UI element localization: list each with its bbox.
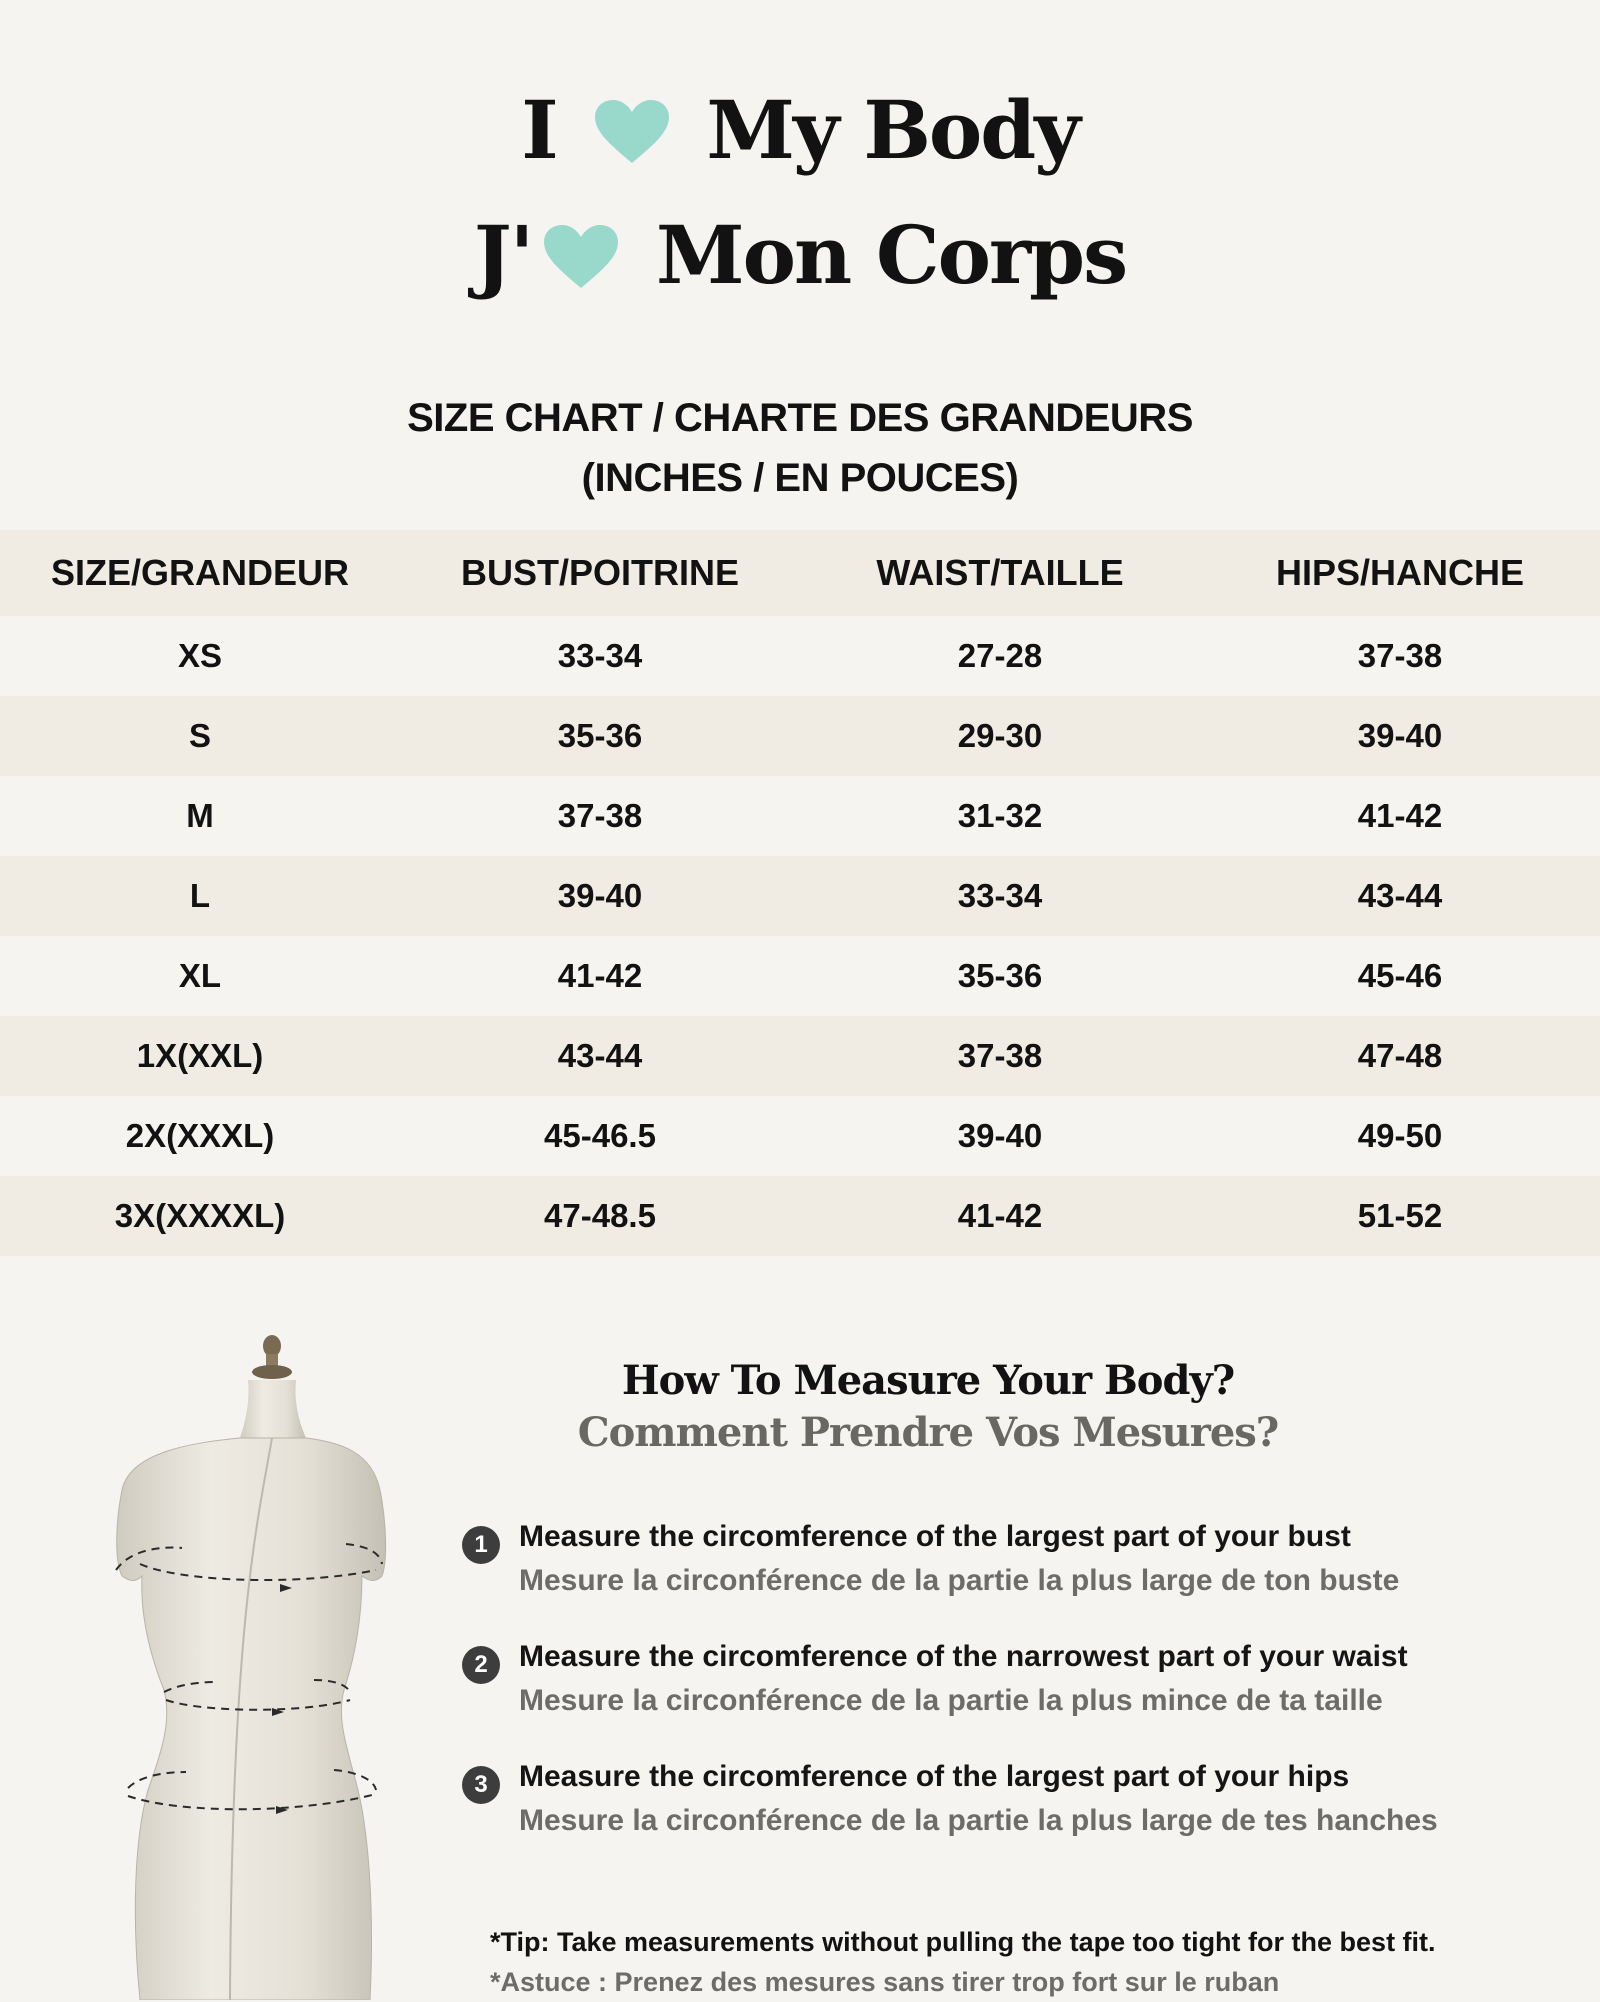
measure-step <box>462 1520 1562 1640</box>
cell-bust: 45-46.5 <box>544 1117 656 1154</box>
cell-size: S <box>188 717 211 754</box>
column-header-size: SIZE/GRANDEUR <box>0 530 400 616</box>
brand-title-fr <box>0 208 1600 302</box>
tip-fr: *Astuce : Prenez des mesures sans tirer trop fort sur le ruban <box>490 1967 1280 1997</box>
cell-bust: 37-38 <box>557 797 643 834</box>
cell-bust: 33-34 <box>557 637 643 674</box>
table-row <box>0 776 1600 856</box>
table-header-row <box>0 530 1600 616</box>
mannequin-torso <box>117 1438 386 2000</box>
step-text-fr: Mesure la circonférence de la partie la plus large de ton buste <box>519 1564 1400 1597</box>
brand-j: J' <box>473 208 533 302</box>
table-row <box>0 696 1600 776</box>
measure-steps <box>462 1520 1562 1880</box>
cell-bust: 43-44 <box>557 1037 643 1074</box>
cell-waist: 31-32 <box>957 797 1043 834</box>
cell-size: 2X(XXXL) <box>125 1117 275 1154</box>
table-row <box>0 856 1600 936</box>
brand-mon-corps: Mon Corps <box>656 208 1127 302</box>
tip-en: *Tip: Take measurements without pulling the tape too tight for the best fit. <box>490 1927 1436 1957</box>
cell-hips: 51-52 <box>1357 1197 1443 1234</box>
cell-waist: 29-30 <box>957 717 1043 754</box>
step-text-fr: Mesure la circonférence de la partie la plus mince de ta taille <box>519 1684 1383 1717</box>
cell-waist: 41-42 <box>957 1197 1043 1234</box>
cell-size: 1X(XXL) <box>136 1037 264 1074</box>
step-number-badge: 2 <box>462 1646 500 1684</box>
column-header-hips: HIPS/HANCHE <box>1200 530 1600 616</box>
step-number-badge: 3 <box>462 1766 500 1804</box>
heart-icon <box>542 222 620 302</box>
cell-waist: 27-28 <box>957 637 1043 674</box>
brand-title-en <box>0 83 1600 177</box>
cell-waist: 33-34 <box>957 877 1043 914</box>
cell-size: M <box>186 797 214 834</box>
size-table <box>0 530 1600 1256</box>
step-number-badge: 1 <box>462 1526 500 1564</box>
cell-bust: 39-40 <box>557 877 643 914</box>
cell-hips: 41-42 <box>1357 797 1443 834</box>
column-header-bust: BUST/POITRINE <box>400 530 800 616</box>
size-chart-title <box>0 388 1600 508</box>
cell-size: XL <box>178 957 222 994</box>
cell-size: L <box>189 877 211 914</box>
brand-my-body: My Body <box>706 83 1079 177</box>
cell-waist: 37-38 <box>957 1037 1043 1074</box>
table-row <box>0 616 1600 696</box>
cell-size: 3X(XXXXL) <box>114 1197 286 1234</box>
cell-hips: 47-48 <box>1357 1037 1443 1074</box>
step-text-fr: Mesure la circonférence de la partie la plus large de tes hanches <box>519 1804 1438 1837</box>
step-text-en: Measure the circomference of the largest part of your hips <box>519 1760 1350 1793</box>
cell-hips: 49-50 <box>1357 1117 1443 1154</box>
table-row <box>0 1096 1600 1176</box>
heart-icon <box>593 97 671 177</box>
cell-size: XS <box>177 637 223 674</box>
cell-hips: 45-46 <box>1357 957 1443 994</box>
table-row <box>0 1016 1600 1096</box>
table-row <box>0 936 1600 1016</box>
cell-waist: 39-40 <box>957 1117 1043 1154</box>
cell-bust: 35-36 <box>557 717 643 754</box>
measure-heading-fr: Comment Prendre Vos Mesures? <box>577 1409 1279 1456</box>
cell-waist: 35-36 <box>957 957 1043 994</box>
size-chart-title-line1: SIZE CHART / CHARTE DES GRANDEURS <box>407 396 1193 440</box>
step-text-en: Measure the circomference of the narrowest part of your waist <box>519 1640 1408 1673</box>
size-chart-title-line2: (INCHES / EN POUCES) <box>581 456 1019 500</box>
brand-i: I <box>521 83 557 177</box>
cell-hips: 37-38 <box>1357 637 1443 674</box>
measure-heading-en: How To Measure Your Body? <box>621 1357 1235 1404</box>
column-header-waist: WAIST/TAILLE <box>800 530 1200 616</box>
step-text-en: Measure the circomference of the largest part of your bust <box>519 1520 1351 1553</box>
cell-hips: 39-40 <box>1357 717 1443 754</box>
measure-step <box>462 1760 1562 1880</box>
tips <box>490 1922 1436 2002</box>
cell-hips: 43-44 <box>1357 877 1443 914</box>
cell-bust: 47-48.5 <box>544 1197 656 1234</box>
measure-step <box>462 1640 1562 1760</box>
cell-bust: 41-42 <box>557 957 643 994</box>
table-row <box>0 1176 1600 1256</box>
measure-heading <box>0 1355 1600 1459</box>
